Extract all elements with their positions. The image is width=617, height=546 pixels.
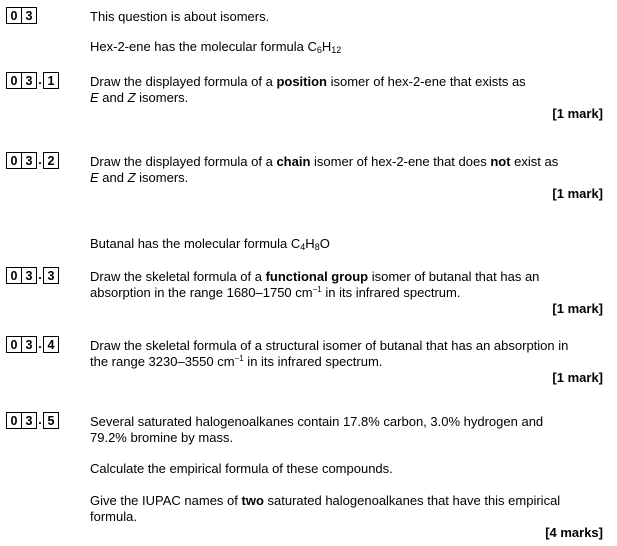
number-dot: . <box>38 73 42 87</box>
number-dot: . <box>38 268 42 282</box>
number-dot: . <box>38 413 42 427</box>
question-number-03-3 <box>6 267 59 284</box>
number-box: 1 <box>43 72 59 89</box>
question-number-03-4 <box>6 336 59 353</box>
q5-mark: [4 marks] <box>545 525 603 540</box>
number-box: 0 <box>6 72 22 89</box>
number-box: 4 <box>43 336 59 353</box>
number-dot: . <box>38 337 42 351</box>
q4-text: Draw the skeletal formula of a structural isomer of butanal that has an absorption in the range 3230–3550 $cm^{-1}$ in its infrared spectrum. <box>90 338 569 369</box>
q1-mark: [1 mark] <box>552 106 603 121</box>
number-box: 3 <box>22 72 37 89</box>
number-box: 3 <box>22 336 37 353</box>
hexene-formula: Hex-2-ene has the molecular formula $C_6H_{12}$ <box>90 39 342 55</box>
q3-mark: [1 mark] <box>552 301 603 316</box>
q1-text: Draw the displayed formula of a position isomer of hex-2-ene that exists as E and Z isomers. <box>90 74 526 105</box>
number-box: 3 <box>22 267 37 284</box>
q2-mark: [1 mark] <box>552 186 603 201</box>
butanal-formula: Butanal has the molecular formula $C_4H_8O$ <box>90 236 330 252</box>
q03-intro: This question is about isomers. <box>90 9 270 24</box>
question-number-03-5 <box>6 412 59 429</box>
q2-text: Draw the displayed formula of a chain isomer of hex-2-ene that does not exist as E and Z isomers. <box>90 154 559 185</box>
number-box: 0 <box>6 412 22 429</box>
q5-give-names: Give the IUPAC names of two saturated halogenoalkanes that have this empirical formula. <box>90 493 561 524</box>
number-box: 0 <box>6 267 22 284</box>
number-box: 0 <box>6 336 22 353</box>
q5-calculate: Calculate the empirical formula of these compounds. <box>90 461 393 476</box>
number-box: 5 <box>43 412 59 429</box>
number-box: 0 <box>6 7 22 24</box>
q3-text: Draw the skeletal formula of a functional group isomer of butanal that has an absorption in the range 1680–1750 $cm^{-1}$ in its infrared spectrum. <box>90 269 540 300</box>
q4-mark: [1 mark] <box>552 370 603 385</box>
number-box: 3 <box>22 7 37 24</box>
number-dot: . <box>38 153 42 167</box>
number-box: 0 <box>6 152 22 169</box>
number-box: 3 <box>22 412 37 429</box>
question-number-03 <box>6 7 37 24</box>
question-number-03-2 <box>6 152 59 169</box>
number-box: 2 <box>43 152 59 169</box>
question-number-03-1 <box>6 72 59 89</box>
q5-text: Several saturated halogenoalkanes contain 17.8% carbon, 3.0% hydrogen and 79.2% bromine by mass. <box>90 414 544 445</box>
number-box: 3 <box>22 152 37 169</box>
number-box: 3 <box>43 267 59 284</box>
